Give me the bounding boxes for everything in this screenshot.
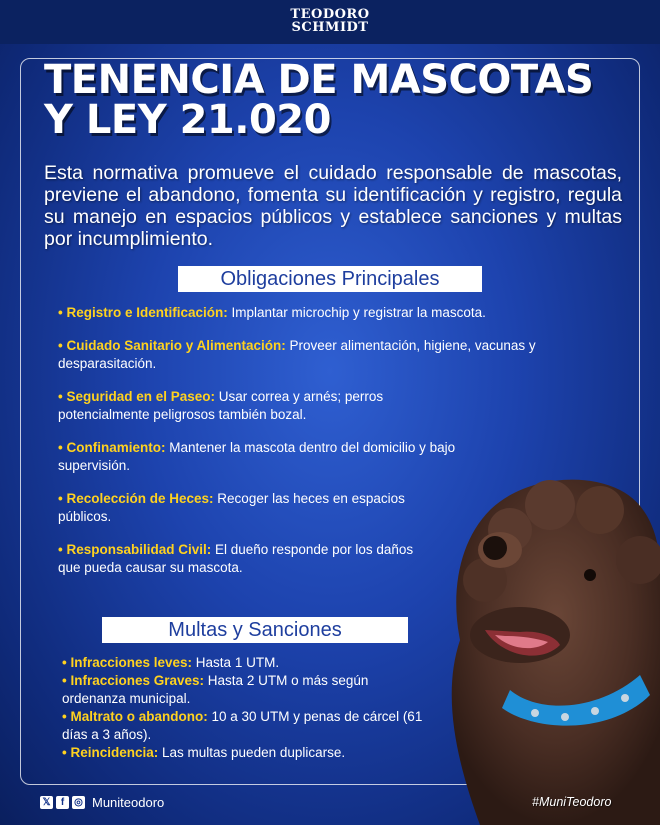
facebook-icon[interactable]: f bbox=[56, 796, 69, 809]
social-links bbox=[40, 795, 164, 809]
intro-paragraph: Esta normativa promueve el cuidado responsable de mascotas, previene el abandono, fomenta su identificación y registro, regula su manejo en espacios públicos y establece sanciones y multas por incumplimiento. bbox=[44, 162, 622, 250]
list-item bbox=[58, 388, 478, 424]
social-handle[interactable]: Muniteodoro bbox=[92, 794, 165, 810]
logo-line-2: SCHMIDT bbox=[291, 20, 369, 35]
item-text: Hasta 1 UTM. bbox=[192, 655, 280, 670]
item-text: Mantener la mascota dentro del domicilio y bajo supervisión. bbox=[58, 440, 456, 473]
municipality-logo bbox=[0, 8, 660, 34]
page-title bbox=[44, 57, 624, 143]
item-text: El dueño responde por los daños que pueda causar su mascota. bbox=[58, 542, 414, 575]
item-label: • Infracciones Graves: bbox=[62, 673, 205, 688]
title-line-1: TENENCIA DE MASCOTAS bbox=[44, 57, 594, 103]
list-item bbox=[62, 708, 442, 744]
hashtag: #MuniTeodoro bbox=[532, 795, 612, 809]
item-label: • Recolección de Heces: bbox=[58, 491, 214, 506]
fines-heading: Multas y Sanciones bbox=[102, 617, 408, 643]
item-text: 10 a 30 UTM y penas de cárcel (61 días a 3 años). bbox=[62, 709, 423, 742]
top-bar bbox=[0, 0, 660, 44]
logo-line-1: TEODORO bbox=[290, 7, 370, 22]
list-item bbox=[62, 654, 462, 672]
list-item bbox=[62, 744, 462, 762]
item-label: • Infracciones leves: bbox=[62, 655, 193, 670]
fines-list bbox=[62, 654, 462, 762]
list-item bbox=[58, 304, 598, 322]
instagram-icon[interactable]: ◎ bbox=[72, 796, 85, 809]
x-icon[interactable]: 𝕏 bbox=[40, 796, 53, 809]
list-item bbox=[58, 490, 448, 526]
item-text: Proveer alimentación, higiene, vacunas y desparasitación. bbox=[58, 338, 536, 371]
item-label: • Reincidencia: bbox=[62, 745, 159, 760]
item-label: • Registro e Identificación: bbox=[58, 305, 228, 320]
item-text: Usar correa y arnés; perros potencialmente peligrosos también bozal. bbox=[58, 389, 384, 422]
item-text: Las multas pueden duplicarse. bbox=[158, 745, 346, 760]
title-line-2: Y LEY 21.020 bbox=[44, 97, 331, 143]
list-item bbox=[58, 541, 418, 577]
list-item bbox=[62, 672, 422, 708]
item-text: Implantar microchip y registrar la mascota. bbox=[227, 305, 486, 320]
item-label: • Cuidado Sanitario y Alimentación: bbox=[58, 338, 286, 353]
obligations-heading: Obligaciones Principales bbox=[178, 266, 482, 292]
item-label: • Seguridad en el Paseo: bbox=[58, 389, 216, 404]
item-label: • Confinamiento: bbox=[58, 440, 166, 455]
item-text: Recoger las heces en espacios públicos. bbox=[58, 491, 405, 524]
item-text: Hasta 2 UTM o más según ordenanza municipal. bbox=[62, 673, 369, 706]
item-label: • Maltrato o abandono: bbox=[62, 709, 208, 724]
dog-illustration bbox=[440, 470, 660, 825]
list-item bbox=[58, 337, 598, 373]
item-label: • Responsabilidad Civil: bbox=[58, 542, 212, 557]
